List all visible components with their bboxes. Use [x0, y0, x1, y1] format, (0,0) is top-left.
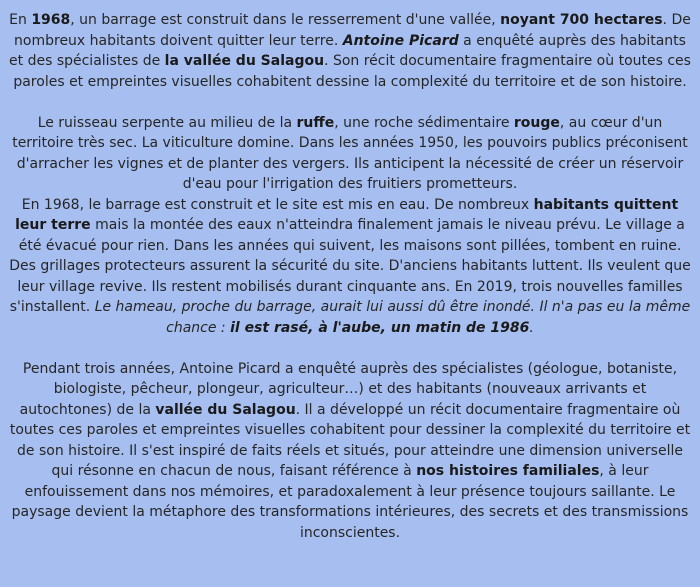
text-span: Pendant trois années, Antoine Picard a enquêté auprès des spécialistes (géologue, botaniste, biologiste, pêcheur, plongeur, agriculteur…) et des habitants (nouveaux arrivants et autochtones) de la [19, 360, 678, 418]
text-span: En 1968, le barrage est construit et le site est mis en eau. De nombreux [21, 196, 534, 213]
territory-paragraph [6, 113, 694, 195]
bold-italic-razed: il est rasé, à l'aube, un matin de 1986 [230, 319, 530, 336]
bold-valley: la vallée du Salagou [164, 53, 325, 69]
text-span: mais la montée des eaux n'atteindra finalement jamais le niveau prévu. Le village a été évacué pour rien. Dans les années qui suivent, les maisons sont pillées, tombent en ruine. Des grillages protecteurs assurent la sécurité du site. D'anciens habitants luttent. Ils veulent que leur village revive. Ils restent mobilisés durant cinquante ans. En 2019, trois nouvelles familles s'installent. [9, 217, 691, 315]
intro-paragraph [6, 10, 694, 92]
dam-paragraph [6, 195, 694, 339]
bold-valley: vallée du Salagou [155, 401, 296, 418]
italic-hamlet: Le hameau, proche du barrage, aurait lui aussi dû être inondé. Il n'a pas eu la même chance : [94, 299, 691, 336]
italic-period: . [529, 319, 534, 336]
text-span: , un barrage est construit dans le resserrement d'une vallée, [70, 12, 501, 28]
text-span: a enquêté auprès des habitants et des spécialistes de [9, 32, 686, 69]
text-span: En [9, 12, 32, 28]
text-span: . De nombreux habitants doivent quitter leur terre. [14, 12, 691, 49]
bold-family-stories: nos histoires familiales [416, 463, 600, 479]
text-span: , une roche sédimentaire [334, 114, 514, 131]
text-span: . Il a développé un récit documentaire fragmentaire où toutes ces paroles et empreintes visuelles cohabitent pour dessiner la complexité du territoire et de son histoire. Il s'est inspiré de faits réels et situés, pour atteindre une dimension universelle qui résonne en chacun de nous, faisant référence à [9, 401, 691, 479]
paragraph-gap [6, 338, 694, 359]
author-name: Antoine Picard [342, 32, 459, 49]
text-span: , au cœur d'un territoire très sec. La viticulture domine. Dans les années 1950, les pouvoirs publics préconisent d'arracher les vignes et de planter des vergers. Ils anticipent la nécessité de créer un réservoir d'eau pour l'irrigation des fruitiers prometteurs. [12, 114, 688, 192]
paragraph-gap [6, 92, 694, 113]
bold-year: 1968 [31, 12, 71, 28]
bold-ruffe: ruffe [296, 114, 335, 131]
bold-rouge: rouge [513, 114, 560, 131]
investigation-paragraph [6, 359, 694, 544]
bold-hectares: noyant 700 hectares [500, 12, 663, 28]
text-span: , à leur enfouissement dans nos mémoires, et paradoxalement à leur présence toujours saillante. Le paysage devient la métaphore des transformations intérieures, des secrets et des transmissions inconscientes. [11, 463, 689, 541]
text-span: Le ruisseau serpente au milieu de la [37, 114, 297, 131]
bold-inhabitants: habitants quittent leur terre [15, 196, 679, 233]
text-span: . Son récit documentaire fragmentaire où toutes ces paroles et empreintes visuelles cohabitent dessine la complexité du territoire et de son histoire. [13, 53, 691, 90]
